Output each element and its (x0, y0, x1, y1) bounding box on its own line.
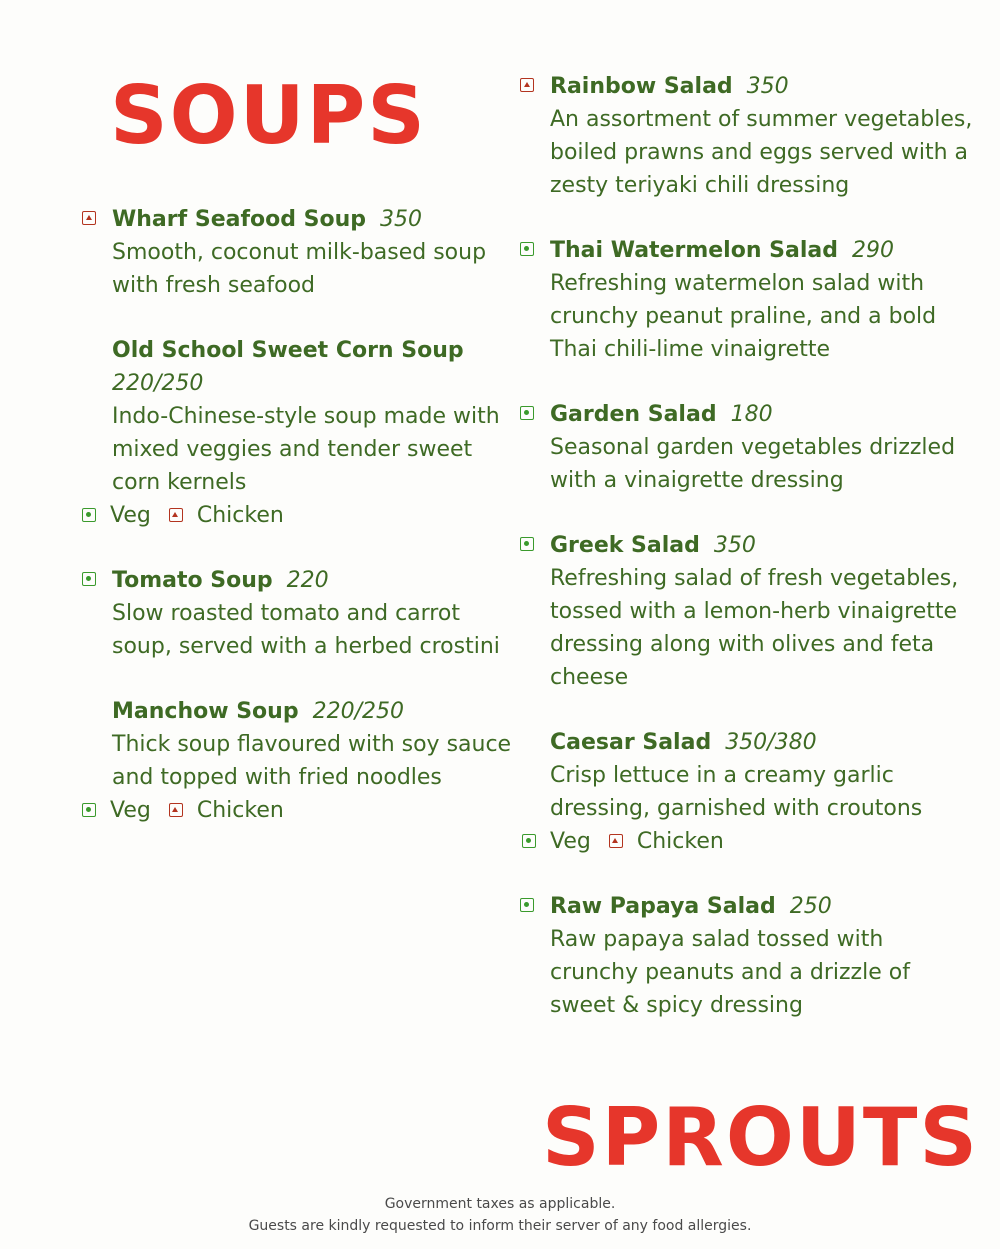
veg-icon (520, 406, 534, 420)
item-name: Raw Papaya Salad (550, 894, 776, 919)
item-price: 350 (746, 74, 789, 99)
menu-item (518, 726, 978, 858)
menu-item (80, 203, 520, 302)
legend-chicken-label: Chicken (196, 798, 284, 823)
item-name: Greek Salad (550, 533, 700, 558)
menu-item (80, 334, 520, 532)
soups-heading: SOUPS (110, 69, 427, 162)
veg-icon (522, 834, 536, 848)
legend-chicken-label: Chicken (636, 829, 724, 854)
sprouts-heading: SPROUTS (542, 1091, 980, 1184)
item-price: 220 (286, 568, 329, 593)
item-name: Wharf Seafood Soup (112, 207, 367, 232)
legend-veg-label: Veg (110, 798, 151, 823)
nonveg-icon (609, 834, 623, 848)
item-description: Thick soup flavoured with soy sauce and topped with fried noodles (112, 732, 512, 790)
legend-chicken-label: Chicken (196, 503, 284, 528)
item-price: 220/250 (312, 699, 404, 724)
veg-icon (82, 508, 96, 522)
item-name: Old School Sweet Corn Soup (112, 338, 464, 363)
item-description: Raw papaya salad tossed with crunchy peanuts and a drizzle of sweet & spicy dressing (550, 927, 910, 1018)
item-description: Slow roasted tomato and carrot soup, served with a herbed crostini (112, 601, 500, 659)
legend-veg-label: Veg (550, 829, 591, 854)
item-description: Refreshing watermelon salad with crunchy peanut praline, and a bold Thai chili-lime vinaigrette (550, 271, 937, 362)
item-description: Refreshing salad of fresh vegetables, tossed with a lemon-herb vinaigrette dressing along with olives and feta cheese (550, 566, 959, 690)
nonveg-icon (169, 508, 183, 522)
menu-item (80, 695, 520, 827)
item-price: 350/380 (725, 730, 817, 755)
veg-icon (520, 537, 534, 551)
menu-item (518, 70, 978, 202)
item-name: Tomato Soup (112, 568, 273, 593)
veg-icon (82, 572, 96, 586)
menu-item (80, 564, 520, 663)
veg-chicken-legend (80, 499, 520, 532)
item-price: 220/250 (112, 371, 204, 396)
item-price: 350 (713, 533, 756, 558)
footer-allergy-note: Guests are kindly requested to inform their server of any food allergies. (248, 1218, 752, 1234)
item-name: Garden Salad (550, 402, 717, 427)
item-name: Rainbow Salad (550, 74, 733, 99)
menu-item (518, 234, 978, 366)
item-name: Caesar Salad (550, 730, 712, 755)
salads-list (518, 70, 978, 1054)
item-price: 290 (851, 238, 894, 263)
footer-taxes-note: Government taxes as applicable. (384, 1196, 616, 1212)
nonveg-icon (82, 211, 96, 225)
veg-icon (520, 898, 534, 912)
menu-item (518, 890, 978, 1022)
legend-veg-label: Veg (110, 503, 151, 528)
veg-icon (82, 803, 96, 817)
item-description: Crisp lettuce in a creamy garlic dressing, garnished with croutons (550, 763, 923, 821)
item-description: Smooth, coconut milk-based soup with fresh seafood (112, 240, 487, 298)
veg-icon (520, 242, 534, 256)
item-name: Manchow Soup (112, 699, 299, 724)
item-price: 350 (380, 207, 423, 232)
item-name: Thai Watermelon Salad (550, 238, 838, 263)
veg-chicken-legend (80, 794, 520, 827)
footer (0, 1193, 1000, 1237)
nonveg-icon (520, 78, 534, 92)
veg-chicken-legend (520, 825, 978, 858)
item-price: 180 (730, 402, 773, 427)
soups-list (80, 203, 520, 859)
item-price: 250 (789, 894, 832, 919)
menu-item (518, 529, 978, 694)
menu-item (518, 398, 978, 497)
nonveg-icon (169, 803, 183, 817)
item-description: Seasonal garden vegetables drizzled with a vinaigrette dressing (550, 435, 956, 493)
item-description: An assortment of summer vegetables, boiled prawns and eggs served with a zesty teriyaki chili dressing (550, 107, 973, 198)
item-description: Indo-Chinese-style soup made with mixed veggies and tender sweet corn kernels (112, 404, 500, 495)
